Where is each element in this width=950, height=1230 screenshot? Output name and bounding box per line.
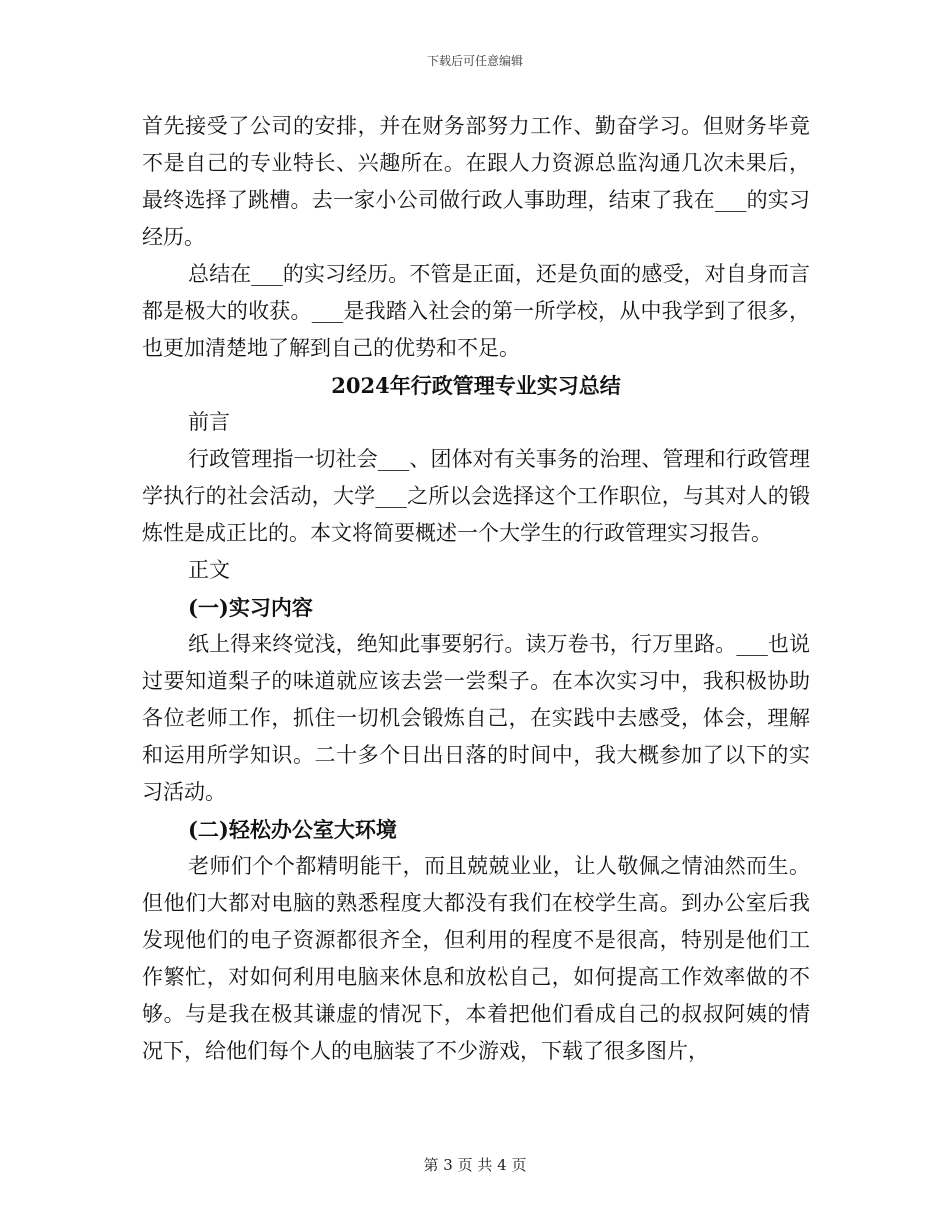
page-footer: 第 3 页 共 4 页 xyxy=(423,1156,527,1174)
paragraph-3: 行政管理指一切社会___、团体对有关事务的治理、管理和行政管理学执行的社会活动，大学___之所以会选择这个工作职位，与其对人的锻炼性是成正比的。本文将简要概述一个大学生的行政管理实习报告。 xyxy=(142,447,810,545)
body-label: 正文 xyxy=(188,558,230,582)
preface-label: 前言 xyxy=(188,410,230,434)
document-body xyxy=(142,108,810,1070)
paragraph-2: 总结在___的实习经历。不管是正面，还是负面的感受，对自身而言都是极大的收获。___是我踏入社会的第一所学校，从中我学到了很多，也更加清楚地了解到自己的优势和不足。 xyxy=(142,262,810,360)
section-heading-1: (一)实习内容 xyxy=(188,595,313,620)
page-header: 下载后可任意编辑 xyxy=(426,54,523,68)
paragraph-1: 首先接受了公司的安排，并在财务部努力工作、勤奋学习。但财务毕竟不是自己的专业特长、兴趣所在。在跟人力资源总监沟通几次未果后，最终选择了跳槽。去一家小公司做行政人事助理，结束了我在___的实习经历。 xyxy=(142,114,810,249)
document-title: 2024年行政管理专业实习总结 xyxy=(331,373,621,398)
paragraph-4: 纸上得来终觉浅，绝知此事要躬行。读万卷书，行万里路。___也说过要知道梨子的味道就应该去尝一尝梨子。在本次实习中，我积极协助各位老师工作，抓住一切机会锻炼自己，在实践中去感受，体会，理解和运用所学知识。二十多个日出日落的时间中，我大概参加了以下的实习活动。 xyxy=(142,632,810,804)
paragraph-5: 老师们个个都精明能干，而且兢兢业业，让人敬佩之情油然而生。但他们大都对电脑的熟悉程度大都没有我们在校学生高。到办公室后我发现他们的电子资源都很齐全，但利用的程度不是很高，特别是他们工作繁忙，对如何利用电脑来休息和放松自己，如何提高工作效率做的不够。与是我在极其谦虚的情况下，本着把他们看成自己的叔叔阿姨的情况下，给他们每个人的电脑装了不少游戏，下载了很多图片， xyxy=(142,854,810,1063)
section-heading-2: (二)轻松办公室大环境 xyxy=(188,817,397,842)
